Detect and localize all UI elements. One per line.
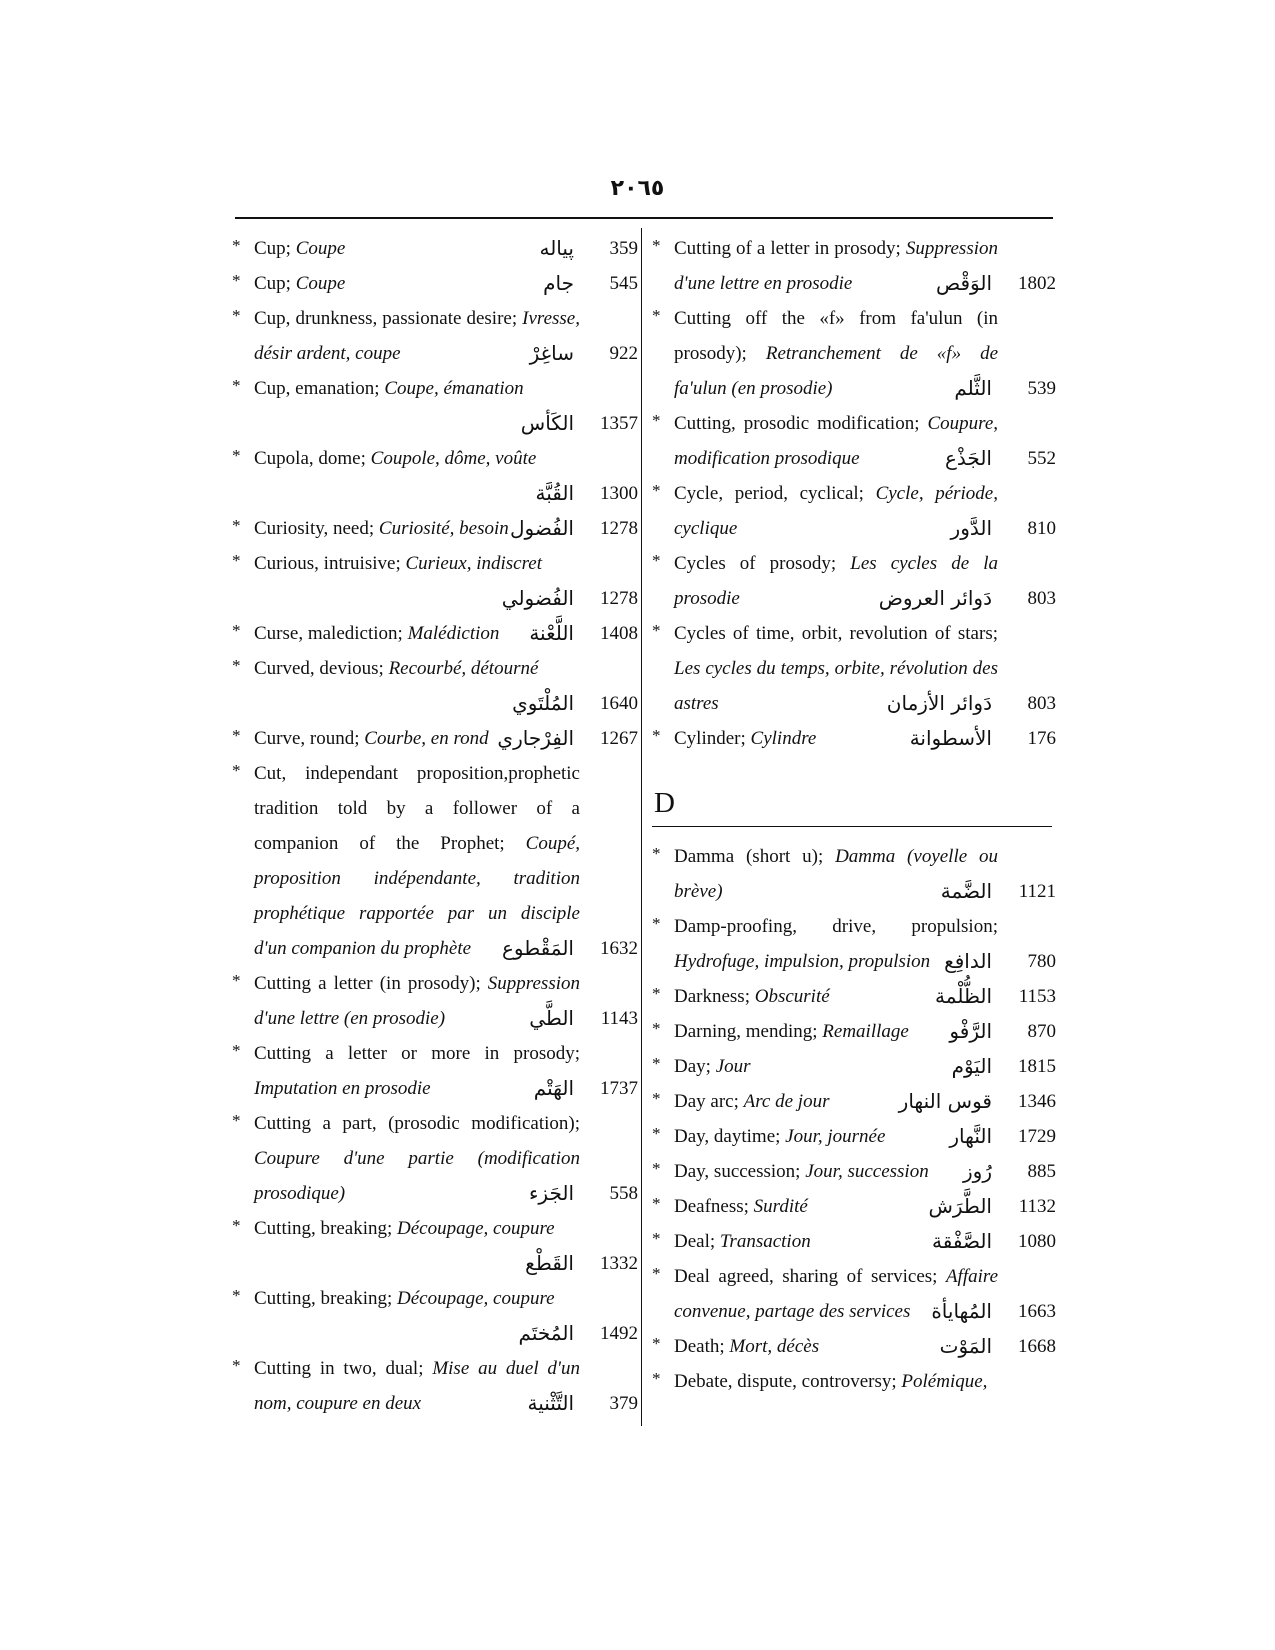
- entry-french: Damma (voyelle ou brève): [674, 846, 998, 902]
- dictionary-entry: [232, 1351, 638, 1421]
- entry-english: Cupola, dome;: [254, 448, 366, 469]
- entry-french: Remaillage: [822, 1021, 909, 1042]
- entry-page-ref: 1300: [600, 483, 638, 504]
- dictionary-entry: [652, 979, 1056, 1014]
- entry-text: [652, 1084, 1056, 1119]
- dictionary-entry: [652, 839, 1056, 909]
- dictionary-entry: [652, 1259, 1056, 1329]
- entry-page-ref: 1815: [1018, 1056, 1056, 1077]
- entry-english: Cutting a part, (prosodic modification);: [254, 1113, 580, 1134]
- entry-english: Cutting, breaking;: [254, 1218, 393, 1239]
- entry-page-ref: 803: [1027, 588, 1056, 609]
- entry-text: [652, 546, 1056, 616]
- entry-page-ref: 1278: [600, 588, 638, 609]
- entry-english: Deal;: [674, 1231, 716, 1252]
- entry-text: [232, 1106, 638, 1211]
- entry-text: [232, 231, 638, 266]
- entry-page-ref: 1267: [600, 728, 638, 749]
- dictionary-entry: [652, 1154, 1056, 1189]
- dictionary-entry: [232, 616, 638, 651]
- dictionary-entry: [232, 721, 638, 756]
- entry-arabic: النَّهار: [949, 1124, 992, 1148]
- entry-french: Les cycles du temps, orbite, révolution des astres: [674, 658, 998, 714]
- entry-page-ref: 552: [1027, 448, 1056, 469]
- dictionary-entry: [232, 371, 638, 441]
- entry-english: Cylinder;: [674, 728, 746, 749]
- entry-text: [232, 966, 638, 1036]
- entry-arabic: الثَّلم: [954, 376, 992, 400]
- entry-english: Cycle, period, cyclical;: [674, 483, 864, 504]
- entry-arabic: ساغِرْ: [529, 341, 574, 365]
- entry-arabic: المُلْتَوي: [512, 691, 574, 715]
- entry-arabic: پياله: [539, 236, 574, 260]
- entry-page-ref: 1492: [600, 1323, 638, 1344]
- entry-arabic: المُختَم: [518, 1321, 574, 1345]
- entry-english: Deafness;: [674, 1196, 749, 1217]
- entry-arabic: دَوائر العروض: [878, 586, 992, 610]
- entry-english: Darkness;: [674, 986, 750, 1007]
- entry-french: Coupe, émanation: [384, 378, 524, 399]
- entry-arabic: دَوائر الأزمان: [886, 691, 992, 715]
- entry-arabic: اللَّعْنة: [529, 621, 574, 645]
- entry-english: Cutting in two, dual;: [254, 1358, 424, 1379]
- entry-french: Jour, journée: [785, 1126, 886, 1147]
- entry-text: [652, 979, 1056, 1014]
- entry-text: [232, 756, 638, 966]
- entry-french: Les cycles de la prosodie: [674, 553, 998, 609]
- entry-french: Jour, succession: [805, 1161, 929, 1182]
- left-column: [232, 231, 638, 1421]
- entry-arabic: الضَّمة: [940, 879, 992, 903]
- entry-page-ref: 780: [1027, 951, 1056, 972]
- dictionary-entry: [232, 1281, 638, 1351]
- entry-page-ref: 1080: [1018, 1231, 1056, 1252]
- entry-text: [232, 441, 638, 476]
- entry-text: [652, 1329, 1056, 1364]
- dictionary-entry: [652, 1084, 1056, 1119]
- entry-english: Damma (short u);: [674, 846, 824, 867]
- entry-text: [232, 371, 638, 406]
- entry-english: Curiosity, need;: [254, 518, 375, 539]
- section-letter: D: [654, 787, 675, 819]
- dictionary-entry: [232, 301, 638, 371]
- entry-english: Cutting, breaking;: [254, 1288, 393, 1309]
- entry-page-ref: 885: [1027, 1161, 1056, 1182]
- entry-english: Day;: [674, 1056, 711, 1077]
- entry-arabic: قوس النهار: [898, 1089, 992, 1113]
- entry-arabic: المَوْت: [939, 1334, 992, 1358]
- dictionary-entry: [232, 266, 638, 301]
- dictionary-entry: [652, 1014, 1056, 1049]
- entry-french: Coupure, modification prosodique: [674, 413, 999, 469]
- entry-english: Cutting, prosodic modification;: [674, 413, 920, 434]
- entry-text: [232, 266, 638, 301]
- entry-english: Debate, dispute, controversy;: [674, 1371, 897, 1392]
- header-rule: [235, 217, 1053, 219]
- entry-text: [232, 651, 638, 686]
- entry-english: Cutting a letter (in prosody);: [254, 973, 481, 994]
- entry-arabic-line: [232, 406, 638, 441]
- entry-french: Malédiction: [407, 623, 500, 644]
- entry-text: [652, 231, 1056, 301]
- entry-text: [232, 616, 638, 651]
- entry-arabic: اليَوْم: [951, 1054, 992, 1078]
- dictionary-entry: [652, 546, 1056, 616]
- entry-french: Arc de jour: [743, 1091, 830, 1112]
- entry-french: Suppression d'une lettre en prosodie: [674, 238, 999, 294]
- entry-page-ref: 1278: [600, 518, 638, 539]
- page-number: ٢٠٦٥: [610, 176, 665, 201]
- dictionary-entry: [232, 231, 638, 266]
- entry-text: [652, 1014, 1056, 1049]
- entry-french: Coupé, proposition indépendante, tradition prophétique rapportée par un disciple d'un companion du prophète: [254, 833, 580, 959]
- entry-english: Curious, intruisive;: [254, 553, 401, 574]
- entry-arabic: الهَتْم: [533, 1076, 574, 1100]
- entry-french: Courbe, en rond: [364, 728, 489, 749]
- entry-french: Obscurité: [754, 986, 830, 1007]
- dictionary-entry: [232, 441, 638, 511]
- entry-arabic: الجَذْع: [945, 446, 992, 470]
- entry-french: Ivresse, désir ardent, coupe: [254, 308, 580, 364]
- entry-arabic: رُوز: [963, 1159, 992, 1183]
- entry-french: Imputation en prosodie: [254, 1078, 431, 1099]
- dictionary-entry: [232, 1036, 638, 1106]
- entry-text: [652, 1224, 1056, 1259]
- entry-page-ref: 922: [609, 343, 638, 364]
- right-column-entries-d: [652, 839, 1056, 1399]
- entry-page-ref: 558: [609, 1183, 638, 1204]
- entry-arabic: الكَأس: [520, 411, 574, 435]
- entry-english: Day, daytime;: [674, 1126, 781, 1147]
- dictionary-entry: [232, 1106, 638, 1211]
- entry-page-ref: 1408: [600, 623, 638, 644]
- dictionary-entry: [652, 1119, 1056, 1154]
- dictionary-entry: [652, 616, 1056, 721]
- entry-text: [652, 1119, 1056, 1154]
- dictionary-entry: [652, 1329, 1056, 1364]
- right-column-entries-c: [652, 231, 1056, 756]
- entry-arabic: الدَّور: [950, 516, 992, 540]
- entry-english: Cutting off the «f» from fa'ulun (in prosody);: [674, 308, 998, 364]
- right-column: [652, 231, 1056, 1399]
- entry-english: Curve, round;: [254, 728, 360, 749]
- entry-english: Cup;: [254, 238, 291, 259]
- dictionary-entry: [232, 546, 638, 616]
- dictionary-entry: [652, 1364, 1056, 1399]
- entry-arabic: المُهايأة: [931, 1299, 992, 1323]
- entry-arabic: الرَّفْو: [949, 1019, 992, 1043]
- entry-arabic: التَّثْنية: [527, 1391, 574, 1415]
- entry-text: [232, 301, 638, 371]
- entry-page-ref: 379: [609, 1393, 638, 1414]
- entry-text: [232, 511, 638, 546]
- entry-english: Deal agreed, sharing of services;: [674, 1266, 938, 1287]
- section-rule: [652, 826, 1052, 827]
- dictionary-entry: [652, 909, 1056, 979]
- entry-page-ref: 1632: [600, 938, 638, 959]
- entry-text: [652, 839, 1056, 909]
- entry-arabic: الطَّرَش: [928, 1194, 992, 1218]
- entry-page-ref: 539: [1027, 378, 1056, 399]
- entry-text: [232, 546, 638, 581]
- entry-english: Cutting of a letter in prosody;: [674, 238, 901, 259]
- dictionary-entry: [232, 966, 638, 1036]
- entry-arabic: الوَقْص: [935, 271, 992, 295]
- entry-english: Curved, devious;: [254, 658, 384, 679]
- entry-english: Cutting a letter or more in prosody;: [254, 1043, 580, 1064]
- dictionary-entry: [232, 651, 638, 721]
- entry-page-ref: 545: [609, 273, 638, 294]
- dictionary-entry: [232, 511, 638, 546]
- entry-english: Curse, malediction;: [254, 623, 403, 644]
- entry-arabic: جام: [543, 271, 574, 295]
- entry-english: Cycles of prosody;: [674, 553, 837, 574]
- entry-french: Coupe: [295, 273, 346, 294]
- entry-text: [232, 1036, 638, 1106]
- entry-french: Découpage, coupure: [397, 1218, 555, 1239]
- entry-arabic-line: [232, 476, 638, 511]
- entry-french: Mise au duel d'un nom, coupure en deux: [254, 1358, 581, 1414]
- entry-arabic: الطَّي: [529, 1006, 574, 1030]
- dictionary-entry: [652, 231, 1056, 301]
- entry-text: [652, 406, 1056, 476]
- entry-arabic: الفُضول: [510, 516, 574, 540]
- entry-french: Affaire convenue, partage des services: [674, 1266, 999, 1322]
- entry-page-ref: 803: [1027, 693, 1056, 714]
- entry-english: Cycles of time, orbit, revolution of stars;: [674, 623, 998, 644]
- entry-text: [652, 616, 1056, 721]
- entry-page-ref: 1668: [1018, 1336, 1056, 1357]
- entry-french: Recourbé, détourné: [388, 658, 539, 679]
- entry-page-ref: 359: [609, 238, 638, 259]
- dictionary-entry: [652, 1189, 1056, 1224]
- dictionary-entry: [652, 1224, 1056, 1259]
- entry-text: [652, 301, 1056, 406]
- entry-arabic-line: [232, 581, 638, 616]
- entry-text: [232, 721, 638, 756]
- entry-text: [652, 1259, 1056, 1329]
- entry-text: [652, 1154, 1056, 1189]
- entry-page-ref: 1143: [600, 1008, 638, 1029]
- entry-text: [652, 1049, 1056, 1084]
- entry-text: [652, 1364, 1056, 1399]
- entry-text: [652, 909, 1056, 979]
- column-divider: [641, 228, 642, 1426]
- entry-page-ref: 1132: [1018, 1196, 1056, 1217]
- entry-arabic-line: [232, 1246, 638, 1281]
- entry-page-ref: 810: [1027, 518, 1056, 539]
- entry-text: [652, 721, 1056, 756]
- entry-page-ref: 1153: [1018, 986, 1056, 1007]
- entry-arabic: القُبَّة: [535, 481, 574, 505]
- entry-text: [652, 476, 1056, 546]
- entry-french: Surdité: [753, 1196, 808, 1217]
- dictionary-entry: [652, 721, 1056, 756]
- entry-page-ref: 1346: [1018, 1091, 1056, 1112]
- dictionary-entry: [232, 1211, 638, 1281]
- entry-french: Polémique,: [901, 1371, 988, 1392]
- entry-french: Mort, décès: [729, 1336, 820, 1357]
- entry-french: Curieux, indiscret: [405, 553, 542, 574]
- entry-page-ref: 1332: [600, 1253, 638, 1274]
- entry-text: [232, 1351, 638, 1421]
- entry-french: Coupure d'une partie (modification prosodique): [254, 1148, 580, 1204]
- entry-arabic: المَقْطوع: [501, 936, 574, 960]
- entry-text: [232, 1281, 638, 1316]
- dictionary-entry: [652, 1049, 1056, 1084]
- entry-french: Cycle, période, cyclique: [674, 483, 998, 539]
- entry-french: Hydrofuge, impulsion, propulsion: [674, 951, 931, 972]
- entry-french: Curiosité, besoin: [378, 518, 509, 539]
- entry-arabic: الصَّفْقة: [932, 1229, 992, 1253]
- entry-french: Transaction: [719, 1231, 811, 1252]
- dictionary-entry: [232, 756, 638, 966]
- entry-arabic: الفُضولي: [501, 586, 574, 610]
- entry-arabic: الجَزء: [529, 1181, 574, 1205]
- entry-page-ref: 1802: [1018, 273, 1056, 294]
- entry-french: Coupole, dôme, voûte: [370, 448, 537, 469]
- entry-english: Cup, drunkness, passionate desire;: [254, 308, 518, 329]
- entry-english: Cut, independant proposition,prophetic tradition told by a follower of a companion of the Prophet;: [254, 763, 580, 854]
- entry-french: Coupe: [295, 238, 346, 259]
- entry-arabic: الظُّلْمة: [935, 984, 992, 1008]
- entry-page-ref: 1640: [600, 693, 638, 714]
- entry-arabic: الفِرْجاري: [497, 726, 574, 750]
- entry-page-ref: 1121: [1018, 881, 1056, 902]
- entry-english: Damp-proofing, drive, propulsion;: [674, 916, 998, 937]
- entry-arabic: القَطْع: [525, 1251, 574, 1275]
- entry-arabic-line: [232, 686, 638, 721]
- entry-english: Day arc;: [674, 1091, 739, 1112]
- entry-french: Cylindre: [750, 728, 817, 749]
- entry-text: [652, 1189, 1056, 1224]
- entry-arabic-line: [232, 1316, 638, 1351]
- entry-french: Retranchement de «f» de fa'ulun (en prosodie): [674, 343, 999, 399]
- entry-english: Cup, emanation;: [254, 378, 380, 399]
- entry-page-ref: 1737: [600, 1078, 638, 1099]
- entry-arabic: الأسطوانة: [909, 726, 992, 750]
- entry-arabic: الدافِع: [944, 949, 992, 973]
- entry-french: Jour: [715, 1056, 751, 1077]
- entry-french: Suppression d'une lettre (en prosodie): [254, 973, 580, 1029]
- entry-english: Death;: [674, 1336, 725, 1357]
- entry-page-ref: 1663: [1018, 1301, 1056, 1322]
- dictionary-entry: [652, 406, 1056, 476]
- entry-english: Darning, mending;: [674, 1021, 818, 1042]
- entry-page-ref: 176: [1027, 728, 1056, 749]
- entry-french: Découpage, coupure: [397, 1288, 555, 1309]
- entry-english: Day, succession;: [674, 1161, 801, 1182]
- dictionary-entry: [652, 476, 1056, 546]
- entry-text: [232, 1211, 638, 1246]
- entry-page-ref: 1729: [1018, 1126, 1056, 1147]
- entry-english: Cup;: [254, 273, 291, 294]
- entry-page-ref: 1357: [600, 413, 638, 434]
- entry-page-ref: 870: [1027, 1021, 1056, 1042]
- dictionary-entry: [652, 301, 1056, 406]
